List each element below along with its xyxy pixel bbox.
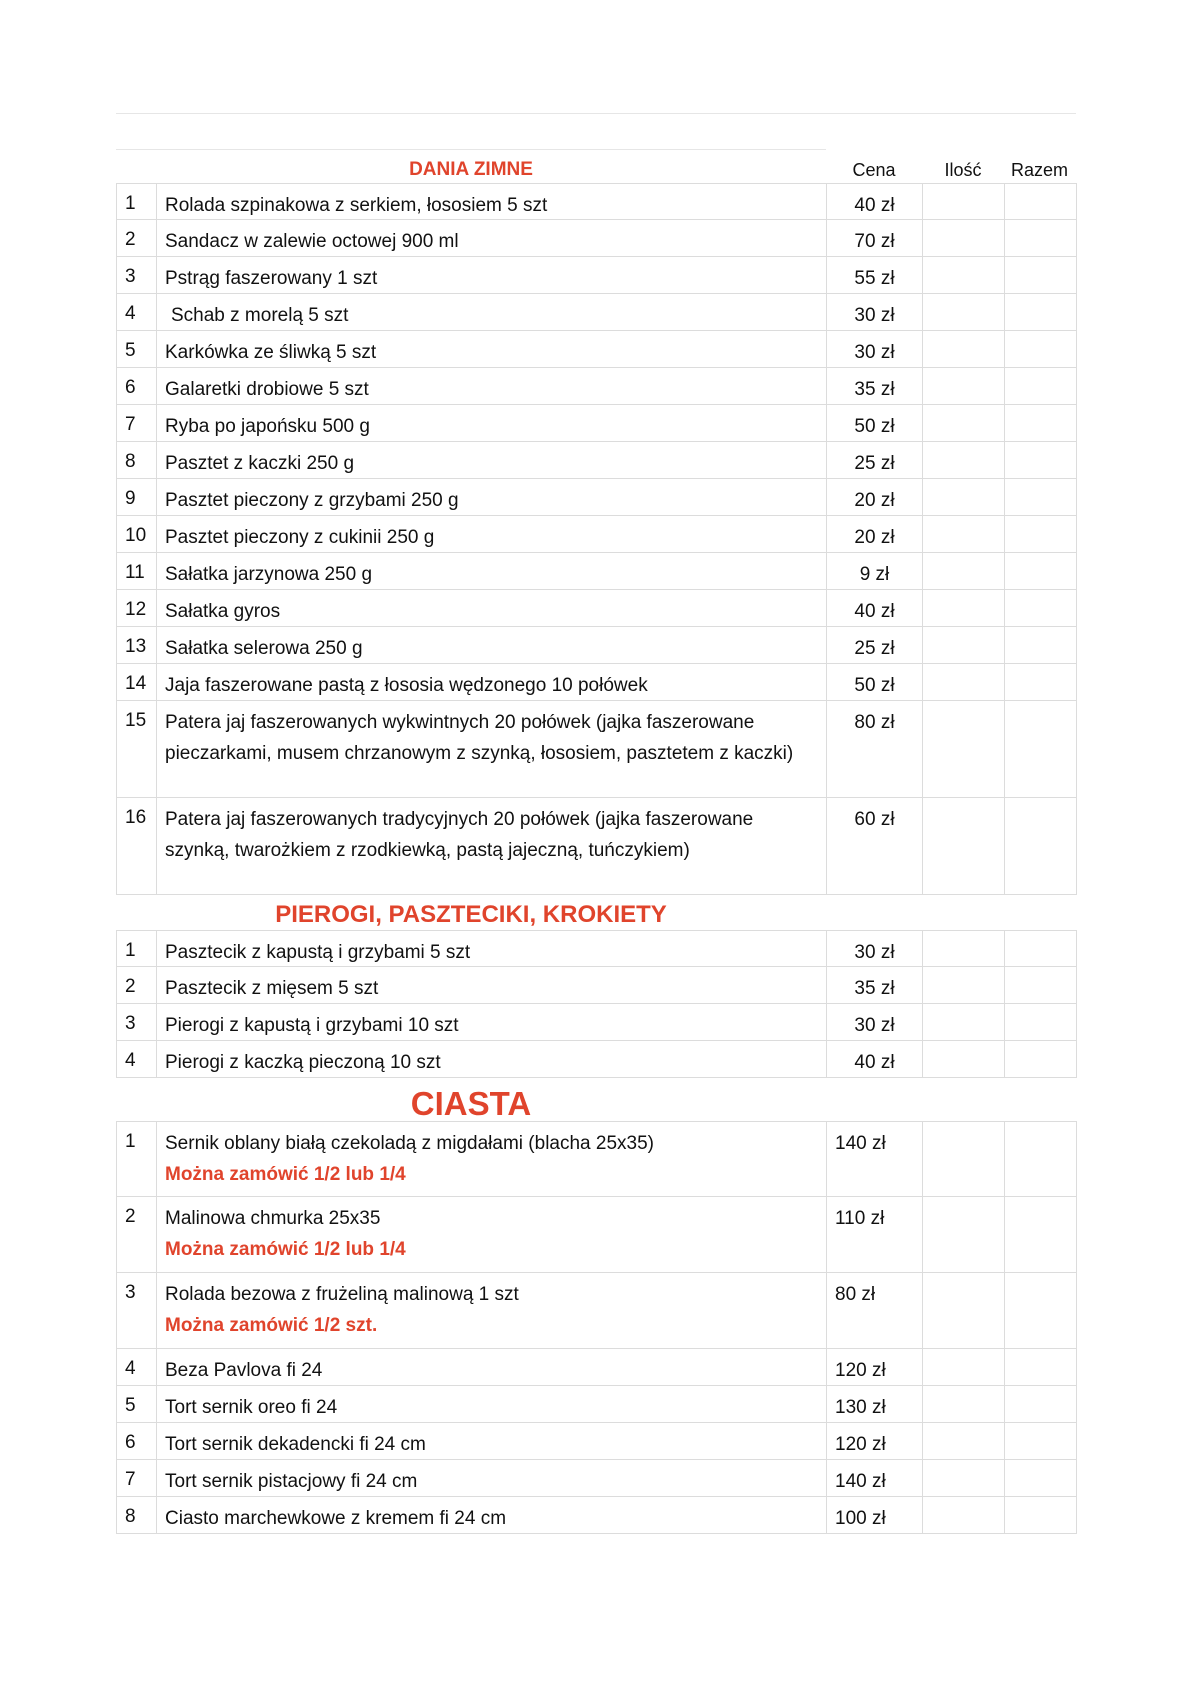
item-number: 4 bbox=[117, 1041, 157, 1077]
quantity-cell[interactable] bbox=[923, 1349, 1005, 1385]
table-header bbox=[116, 150, 1077, 183]
section-title-dania-zimne: DANIA ZIMNE bbox=[409, 159, 533, 180]
total-cell bbox=[1005, 1197, 1076, 1272]
item-number: 15 bbox=[117, 701, 157, 797]
item-number: 6 bbox=[117, 1423, 157, 1459]
item-price: 35 zł bbox=[827, 967, 923, 1003]
total-cell bbox=[1005, 1004, 1076, 1040]
item-name: Pasztecik z mięsem 5 szt bbox=[157, 967, 827, 1003]
total-cell bbox=[1005, 627, 1076, 663]
table-row bbox=[116, 1386, 1077, 1423]
quantity-cell[interactable] bbox=[923, 1386, 1005, 1422]
item-price: 110 zł bbox=[827, 1197, 923, 1272]
item-name: Karkówka ze śliwką 5 szt bbox=[157, 331, 827, 367]
table-row bbox=[116, 1349, 1077, 1386]
table-row bbox=[116, 479, 1077, 516]
total-cell bbox=[1005, 1423, 1076, 1459]
total-cell bbox=[1005, 516, 1076, 552]
item-name: Tort sernik pistacjowy fi 24 cm bbox=[157, 1460, 827, 1496]
quantity-cell[interactable] bbox=[923, 294, 1005, 330]
item-number: 13 bbox=[117, 627, 157, 663]
total-cell bbox=[1005, 798, 1076, 894]
quantity-cell[interactable] bbox=[923, 1423, 1005, 1459]
item-number: 8 bbox=[117, 1497, 157, 1533]
item-number: 9 bbox=[117, 479, 157, 515]
item-name-cell bbox=[157, 1122, 827, 1196]
item-number: 2 bbox=[117, 967, 157, 1003]
item-price: 30 zł bbox=[827, 931, 923, 966]
item-number: 14 bbox=[117, 664, 157, 700]
quantity-cell[interactable] bbox=[923, 798, 1005, 894]
quantity-cell[interactable] bbox=[923, 1004, 1005, 1040]
table-row bbox=[116, 798, 1077, 895]
table-row bbox=[116, 368, 1077, 405]
item-name: Pasztecik z kapustą i grzybami 5 szt bbox=[157, 931, 827, 966]
item-name: Ciasto marchewkowe z kremem fi 24 cm bbox=[157, 1497, 827, 1533]
quantity-cell[interactable] bbox=[923, 967, 1005, 1003]
item-name: Rolada szpinakowa z serkiem, łososiem 5 szt bbox=[157, 184, 827, 219]
item-price: 25 zł bbox=[827, 442, 923, 478]
total-cell bbox=[1005, 664, 1076, 700]
section-title-pierogi: PIEROGI, PASZTECIKI, KROKIETY bbox=[275, 901, 667, 928]
column-header-price: Cena bbox=[852, 160, 896, 180]
table-row bbox=[116, 664, 1077, 701]
item-price: 60 zł bbox=[827, 798, 923, 894]
total-cell bbox=[1005, 368, 1076, 404]
table-row bbox=[116, 1460, 1077, 1497]
total-cell bbox=[1005, 1273, 1076, 1348]
item-name: Ryba po japońsku 500 g bbox=[157, 405, 827, 441]
total-cell bbox=[1005, 1460, 1076, 1496]
total-cell bbox=[1005, 967, 1076, 1003]
item-number: 12 bbox=[117, 590, 157, 626]
item-price: 20 zł bbox=[827, 479, 923, 515]
item-number: 4 bbox=[117, 1349, 157, 1385]
total-cell bbox=[1005, 553, 1076, 589]
quantity-cell[interactable] bbox=[923, 627, 1005, 663]
item-name-text: Schab z morelą 5 szt bbox=[171, 305, 349, 326]
item-number: 7 bbox=[117, 1460, 157, 1496]
item-price: 120 zł bbox=[827, 1423, 923, 1459]
total-cell bbox=[1005, 1041, 1076, 1077]
item-name: Sałatka jarzynowa 250 g bbox=[157, 553, 827, 589]
item-number: 3 bbox=[117, 1273, 157, 1348]
total-cell bbox=[1005, 931, 1076, 966]
item-price: 30 zł bbox=[827, 294, 923, 330]
total-cell bbox=[1005, 405, 1076, 441]
item-number: 5 bbox=[117, 1386, 157, 1422]
quantity-cell[interactable] bbox=[923, 1273, 1005, 1348]
item-number: 3 bbox=[117, 1004, 157, 1040]
item-price: 50 zł bbox=[827, 405, 923, 441]
item-number: 2 bbox=[117, 1197, 157, 1272]
item-name: Patera jaj faszerowanych wykwintnych 20 połówek (jajka faszerowane pieczarkami, musem chrzanowym z szynką, łososiem, pasztetem z kaczki) bbox=[157, 701, 827, 797]
quantity-cell[interactable] bbox=[923, 1497, 1005, 1533]
table-row bbox=[116, 1004, 1077, 1041]
table-row bbox=[116, 930, 1077, 967]
item-price: 70 zł bbox=[827, 220, 923, 256]
quantity-cell[interactable] bbox=[923, 479, 1005, 515]
item-name: Rolada bezowa z frużeliną malinową 1 szt bbox=[165, 1284, 519, 1305]
item-price: 35 zł bbox=[827, 368, 923, 404]
column-header-quantity: Ilość bbox=[944, 160, 982, 180]
table-row bbox=[116, 1497, 1077, 1534]
total-cell bbox=[1005, 442, 1076, 478]
item-name: Pstrąg faszerowany 1 szt bbox=[157, 257, 827, 293]
item-price: 140 zł bbox=[827, 1122, 923, 1196]
quantity-cell[interactable] bbox=[923, 664, 1005, 700]
item-name: Sernik oblany białą czekoladą z migdałami (blacha 25x35) bbox=[165, 1133, 654, 1154]
item-price: 20 zł bbox=[827, 516, 923, 552]
total-cell bbox=[1005, 1497, 1076, 1533]
item-price: 55 zł bbox=[827, 257, 923, 293]
item-number: 1 bbox=[117, 1122, 157, 1196]
table-row bbox=[116, 331, 1077, 368]
table-row bbox=[116, 590, 1077, 627]
quantity-cell[interactable] bbox=[923, 220, 1005, 256]
total-cell bbox=[1005, 257, 1076, 293]
table-row bbox=[116, 967, 1077, 1004]
table-row bbox=[116, 294, 1077, 331]
item-name: Galaretki drobiowe 5 szt bbox=[157, 368, 827, 404]
quantity-cell[interactable] bbox=[923, 184, 1005, 219]
item-name-cell bbox=[157, 1273, 827, 1348]
quantity-cell[interactable] bbox=[923, 1460, 1005, 1496]
quantity-cell[interactable] bbox=[923, 931, 1005, 966]
total-cell bbox=[1005, 220, 1076, 256]
item-price: 100 zł bbox=[827, 1497, 923, 1533]
item-name: Sandacz w zalewie octowej 900 ml bbox=[157, 220, 827, 256]
item-number: 6 bbox=[117, 368, 157, 404]
item-price: 30 zł bbox=[827, 1004, 923, 1040]
item-price: 130 zł bbox=[827, 1386, 923, 1422]
item-name: Patera jaj faszerowanych tradycyjnych 20 połówek (jajka faszerowane szynką, twarożkiem z rzodkiewką, pastą jajeczną, tuńczykiem) bbox=[157, 798, 827, 894]
quantity-cell[interactable] bbox=[923, 701, 1005, 797]
item-number: 11 bbox=[117, 553, 157, 589]
table-row bbox=[116, 627, 1077, 664]
item-number: 7 bbox=[117, 405, 157, 441]
table-row bbox=[116, 220, 1077, 257]
quantity-cell[interactable] bbox=[923, 442, 1005, 478]
item-price: 140 zł bbox=[827, 1460, 923, 1496]
item-number: 4 bbox=[117, 294, 157, 330]
quantity-cell[interactable] bbox=[923, 590, 1005, 626]
total-cell bbox=[1005, 1386, 1076, 1422]
item-name: Pasztet z kaczki 250 g bbox=[157, 442, 827, 478]
item-number: 1 bbox=[117, 931, 157, 966]
table-row bbox=[116, 1197, 1077, 1273]
item-number: 10 bbox=[117, 516, 157, 552]
table-row bbox=[116, 516, 1077, 553]
item-name: Pierogi z kaczką pieczoną 10 szt bbox=[157, 1041, 827, 1077]
item-price: 80 zł bbox=[827, 701, 923, 797]
total-cell bbox=[1005, 701, 1076, 797]
divider bbox=[116, 113, 1076, 114]
item-name: Jaja faszerowane pastą z łososia wędzonego 10 połówek bbox=[157, 664, 827, 700]
quantity-cell[interactable] bbox=[923, 405, 1005, 441]
item-price: 40 zł bbox=[827, 184, 923, 219]
table-row bbox=[116, 257, 1077, 294]
order-note: Można zamówić 1/2 lub 1/4 bbox=[165, 1239, 406, 1260]
total-cell bbox=[1005, 294, 1076, 330]
item-number: 3 bbox=[117, 257, 157, 293]
item-name: Pasztet pieczony z cukinii 250 g bbox=[157, 516, 827, 552]
table-row bbox=[116, 183, 1077, 220]
quantity-cell[interactable] bbox=[923, 257, 1005, 293]
item-name: Sałatka gyros bbox=[157, 590, 827, 626]
quantity-cell[interactable] bbox=[923, 1122, 1005, 1196]
item-price: 120 zł bbox=[827, 1349, 923, 1385]
total-cell bbox=[1005, 590, 1076, 626]
item-name: Tort sernik dekadencki fi 24 cm bbox=[157, 1423, 827, 1459]
quantity-cell[interactable] bbox=[923, 1041, 1005, 1077]
item-number: 2 bbox=[117, 220, 157, 256]
item-price: 40 zł bbox=[827, 1041, 923, 1077]
column-header-total: Razem bbox=[1010, 160, 1068, 180]
table-row bbox=[116, 442, 1077, 479]
quantity-cell[interactable] bbox=[923, 553, 1005, 589]
total-cell bbox=[1005, 1349, 1076, 1385]
order-note: Można zamówić 1/2 szt. bbox=[165, 1315, 378, 1336]
table-row bbox=[116, 1041, 1077, 1078]
item-name: Pasztet pieczony z grzybami 250 g bbox=[157, 479, 827, 515]
item-number: 1 bbox=[117, 184, 157, 219]
table-row bbox=[116, 1273, 1077, 1349]
menu-table bbox=[116, 150, 1077, 1534]
total-cell bbox=[1005, 331, 1076, 367]
item-name: Tort sernik oreo fi 24 bbox=[157, 1386, 827, 1422]
quantity-cell[interactable] bbox=[923, 331, 1005, 367]
table-row bbox=[116, 701, 1077, 798]
item-price: 30 zł bbox=[827, 331, 923, 367]
item-name bbox=[157, 294, 827, 330]
item-price: 9 zł bbox=[827, 553, 923, 589]
table-row bbox=[116, 405, 1077, 442]
item-name: Pierogi z kapustą i grzybami 10 szt bbox=[157, 1004, 827, 1040]
item-name: Sałatka selerowa 250 g bbox=[157, 627, 827, 663]
order-note: Można zamówić 1/2 lub 1/4 bbox=[165, 1164, 406, 1185]
total-cell bbox=[1005, 479, 1076, 515]
table-row bbox=[116, 1121, 1077, 1197]
total-cell bbox=[1005, 184, 1076, 219]
item-price: 50 zł bbox=[827, 664, 923, 700]
section-title-ciasta: CIASTA bbox=[410, 1085, 532, 1122]
table-row bbox=[116, 553, 1077, 590]
item-name-cell bbox=[157, 1197, 827, 1272]
item-name: Malinowa chmurka 25x35 bbox=[165, 1208, 381, 1229]
item-name: Beza Pavlova fi 24 bbox=[157, 1349, 827, 1385]
quantity-cell[interactable] bbox=[923, 516, 1005, 552]
quantity-cell[interactable] bbox=[923, 368, 1005, 404]
item-price: 25 zł bbox=[827, 627, 923, 663]
quantity-cell[interactable] bbox=[923, 1197, 1005, 1272]
table-row bbox=[116, 1423, 1077, 1460]
item-number: 16 bbox=[117, 798, 157, 894]
item-price: 80 zł bbox=[827, 1273, 923, 1348]
item-number: 8 bbox=[117, 442, 157, 478]
total-cell bbox=[1005, 1122, 1076, 1196]
item-price: 40 zł bbox=[827, 590, 923, 626]
item-number: 5 bbox=[117, 331, 157, 367]
